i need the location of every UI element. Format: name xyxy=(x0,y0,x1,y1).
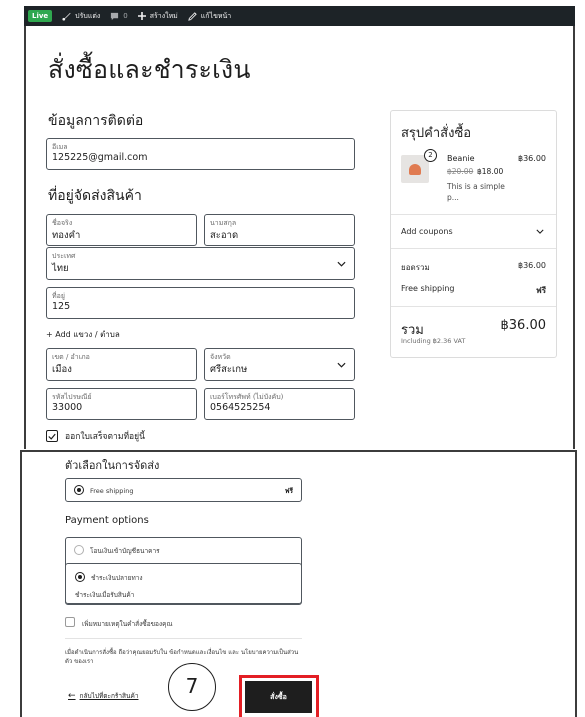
checkout-bottom-panel xyxy=(20,450,577,717)
checkmark-icon xyxy=(48,433,56,440)
country-value: ไทย xyxy=(52,263,69,274)
cod-description: ชำระเงินเมื่อรับสินค้า xyxy=(75,591,135,599)
new-content-label: สร้างใหม่ xyxy=(149,11,178,20)
pencil-icon xyxy=(188,12,197,21)
place-order-button[interactable]: สั่งซื้อ xyxy=(245,681,312,713)
bank-transfer-label: โอนเงินเข้าบัญชีธนาคาร xyxy=(90,547,160,555)
first-name-field[interactable] xyxy=(46,214,197,246)
shipping-address-title: ที่อยู่จัดส่งสินค้า xyxy=(48,188,142,204)
cod-label: ชำระเงินปลายทาง xyxy=(91,574,143,582)
chevron-down-icon xyxy=(337,362,346,368)
province-value: ศรีสะเกษ xyxy=(210,364,248,375)
back-to-cart-link[interactable] xyxy=(68,691,138,701)
order-summary xyxy=(390,110,557,358)
cod-radio[interactable] xyxy=(75,572,85,582)
postcode-field[interactable] xyxy=(46,388,197,420)
shipping-value: ฟรี xyxy=(536,286,546,295)
edit-page-label: แก้ไขหน้า xyxy=(200,11,232,20)
back-to-cart-label: กลับไปที่ตะกร้าสินค้า xyxy=(79,692,139,700)
vat-note: Including ฿2.36 VAT xyxy=(401,337,466,345)
order-note-checkbox[interactable] xyxy=(65,617,75,627)
country-label: ประเทศ xyxy=(52,252,76,260)
chevron-down-icon[interactable] xyxy=(536,229,544,234)
first-name-label: ชื่อจริง xyxy=(52,219,73,227)
comment-icon xyxy=(110,12,119,21)
payment-methods xyxy=(65,537,302,604)
product-new-price: ฿18.00 xyxy=(477,167,504,176)
divider xyxy=(391,214,556,215)
product-name: Beanie xyxy=(447,154,475,163)
product-line-total: ฿36.00 xyxy=(518,154,546,163)
last-name-field[interactable] xyxy=(204,214,355,246)
billing-same-checkbox[interactable] xyxy=(46,430,58,442)
comments-link[interactable] xyxy=(110,12,127,21)
plus-icon xyxy=(138,12,146,20)
add-subdistrict-link[interactable]: + Add แขวง / ตำบล xyxy=(46,330,120,339)
summary-title: สรุปคำสั่งซื้อ xyxy=(401,126,472,141)
customize-link[interactable] xyxy=(62,11,100,22)
order-note-label[interactable]: เพิ่มหมายเหตุในคำสั่งซื้อของคุณ xyxy=(82,620,173,628)
beanie-image xyxy=(409,164,421,175)
district-label: เขต / อำเภอ xyxy=(52,353,90,361)
comments-count: 0 xyxy=(123,12,128,20)
last-name-value: สะอาด xyxy=(210,230,239,241)
admin-bar xyxy=(24,6,575,26)
step-number-callout: 7 xyxy=(168,663,216,711)
phone-field[interactable] xyxy=(204,388,355,420)
address-label: ที่อยู่ xyxy=(52,292,65,300)
total-value: ฿36.00 xyxy=(500,318,546,333)
brush-icon xyxy=(62,12,71,21)
billing-same-option[interactable] xyxy=(46,429,145,443)
subtotal-value: ฿36.00 xyxy=(518,261,546,270)
product-description: This is a simple p... xyxy=(447,182,505,202)
billing-same-label: ออกใบเสร็จตามที่อยู่นี้ xyxy=(65,432,145,442)
district-field[interactable] xyxy=(46,348,197,381)
contact-section-title: ข้อมูลการติดต่อ xyxy=(48,113,144,129)
country-select[interactable] xyxy=(46,247,355,280)
add-coupons-toggle[interactable]: Add coupons xyxy=(401,227,453,236)
province-select[interactable] xyxy=(204,348,355,381)
address-value: 125 xyxy=(52,301,71,312)
phone-label: เบอร์โทรศัพท์ (ไม่บังคับ) xyxy=(210,393,284,401)
district-value: เมือง xyxy=(52,364,72,375)
total-label: รวม xyxy=(401,323,424,338)
product-old-price: ฿20.00 xyxy=(447,167,474,176)
divider xyxy=(391,306,556,307)
payment-option-bank[interactable] xyxy=(66,538,301,563)
payment-option-cod[interactable] xyxy=(65,563,302,605)
checkout-top-panel xyxy=(24,26,575,449)
shipping-option-price: ฟรี xyxy=(284,487,293,495)
shipping-option-label: Free shipping xyxy=(90,487,134,495)
postcode-label: รหัสไปรษณีย์ xyxy=(52,393,92,401)
divider xyxy=(391,248,556,249)
terms-text: เมื่อดำเนินการสั่งซื้อ ถือว่าคุณยอมรับใน ข้อกำหนดและเงื่อนไข และ นโยบายความเป็นส่วนตัว ของเรา xyxy=(65,649,299,665)
email-label: อีเมล xyxy=(52,143,68,151)
shipping-option-free[interactable] xyxy=(65,478,302,502)
live-badge: Live xyxy=(28,10,52,22)
arrow-left-icon: ← xyxy=(68,691,76,701)
shipping-radio[interactable] xyxy=(74,485,84,495)
province-label: จังหวัด xyxy=(210,353,231,361)
address-field[interactable] xyxy=(46,287,355,319)
edit-page-link[interactable] xyxy=(188,11,231,22)
shipping-label: Free shipping xyxy=(401,284,455,293)
bank-radio[interactable] xyxy=(74,545,84,555)
first-name-value: ทองคำ xyxy=(52,230,81,241)
payment-options-title: Payment options xyxy=(65,515,149,526)
customize-label: ปรับแต่ง xyxy=(75,11,101,20)
divider xyxy=(65,638,302,639)
email-value: 125225@gmail.com xyxy=(52,152,148,163)
quantity-badge: 2 xyxy=(424,149,437,162)
email-field[interactable] xyxy=(46,138,355,170)
last-name-label: นามสกุล xyxy=(210,219,237,227)
postcode-value: 33000 xyxy=(52,402,83,413)
phone-value: 0564525254 xyxy=(210,402,271,413)
shipping-options-title: ตัวเลือกในการจัดส่ง xyxy=(65,459,160,472)
page-title: สั่งซื้อและชำระเงิน xyxy=(48,55,251,84)
chevron-down-icon xyxy=(337,261,346,267)
subtotal-label: ยอดรวม xyxy=(401,263,430,272)
new-content-link[interactable] xyxy=(138,11,178,22)
